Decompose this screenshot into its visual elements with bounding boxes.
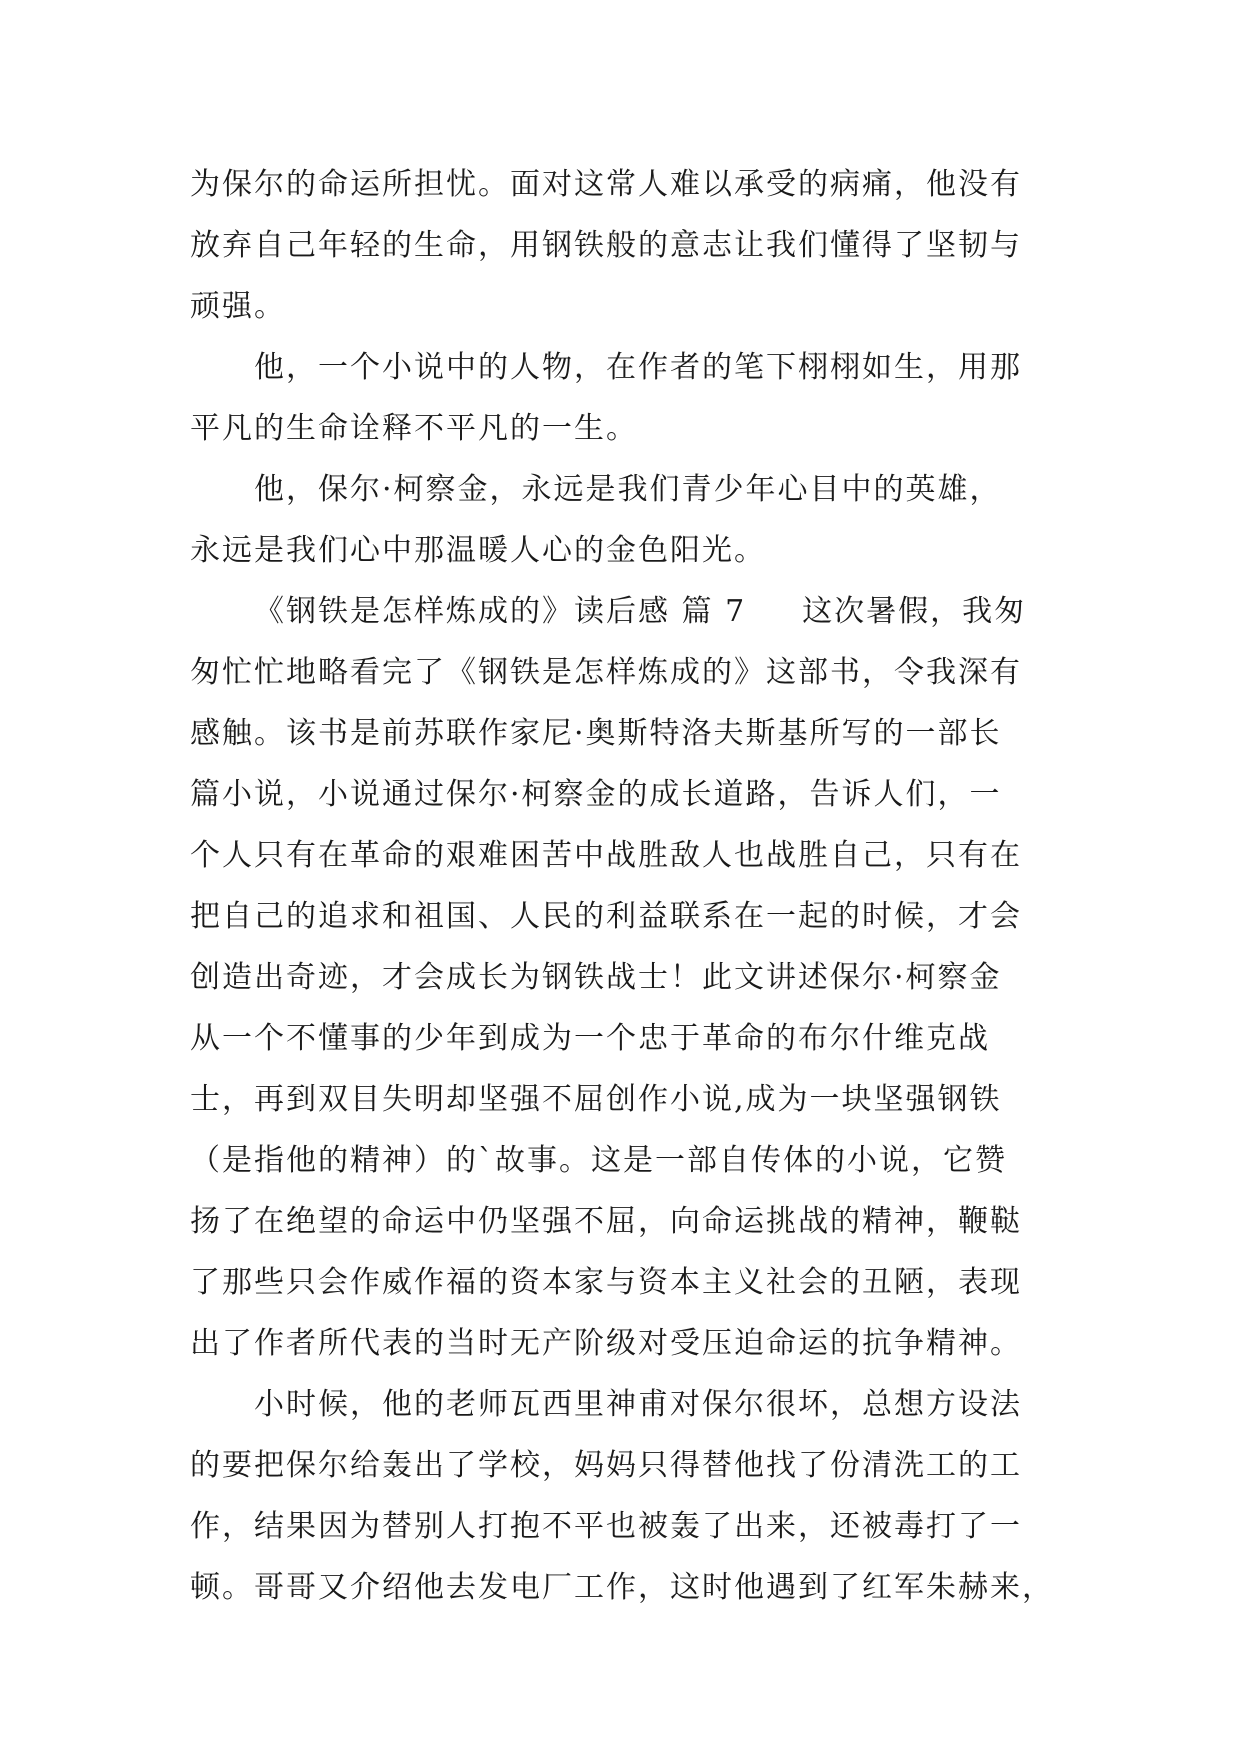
text-line: 他，一个小说中的人物，在作者的笔下栩栩如生，用那 [254, 350, 1022, 385]
text-line: 的要把保尔给轰出了学校，妈妈只得替他找了份清洗工的工 [190, 1448, 1022, 1483]
text-line: 为保尔的命运所担忧。面对这常人难以承受的病痛，他没有 [190, 167, 1022, 202]
text-line: 平凡的生命诠释不平凡的一生。 [190, 411, 638, 446]
text-line: 顿。哥哥又介绍他去发电厂工作，这时他遇到了红军朱赫来， [190, 1570, 1054, 1605]
text-line: 扬了在绝望的命运中仍坚强不屈，向命运挑战的精神，鞭鞑 [190, 1204, 1022, 1239]
text-line: 顽强。 [190, 289, 286, 324]
section-heading: 《钢铁是怎样炼成的》读后感 篇 7 [254, 594, 747, 629]
text-line: 感触。该书是前苏联作家尼·奥斯特洛夫斯基所写的一部长 [190, 716, 1002, 751]
text-line: 匆忙忙地略看完了《钢铁是怎样炼成的》这部书，令我深有 [190, 655, 1022, 690]
text-line: 篇小说，小说通过保尔·柯察金的成长道路，告诉人们，一 [190, 777, 1002, 812]
text-line: 士，再到双目失明却坚强不屈创作小说,成为一块坚强钢铁 [190, 1082, 1002, 1117]
document-body [190, 154, 1070, 1618]
text-line: 把自己的追求和祖国、人民的利益联系在一起的时候，才会 [190, 899, 1022, 934]
text-line: 作，结果因为替别人打抱不平也被轰了出来，还被毒打了一 [190, 1509, 1022, 1544]
text-line: 小时候，他的老师瓦西里神甫对保尔很坏，总想方设法 [254, 1387, 1022, 1422]
text-line: 创造出奇迹，才会成长为钢铁战士！此文讲述保尔·柯察金 [190, 960, 1002, 995]
text-line: 了那些只会作威作福的资本家与资本主义社会的丑陋，表现 [190, 1265, 1022, 1300]
text-line: 出了作者所代表的当时无产阶级对受压迫命运的抗争精神。 [190, 1326, 1022, 1361]
text-line: 放弃自己年轻的生命，用钢铁般的意志让我们懂得了坚韧与 [190, 228, 1022, 263]
text-line: 他，保尔·柯察金，永远是我们青少年心目中的英雄， [254, 472, 1002, 507]
heading-line [190, 581, 1070, 642]
paragraph-start: 这次暑假，我匆 [802, 594, 1027, 629]
text-line: 从一个不懂事的少年到成为一个忠于革命的布尔什维克战 [190, 1021, 990, 1056]
text-line: 个人只有在革命的艰难困苦中战胜敌人也战胜自己，只有在 [190, 838, 1022, 873]
text-line: 永远是我们心中那温暖人心的金色阳光。 [190, 533, 766, 568]
text-line: （是指他的精神）的`故事。这是一部自传体的小说，它赞 [190, 1143, 1007, 1178]
